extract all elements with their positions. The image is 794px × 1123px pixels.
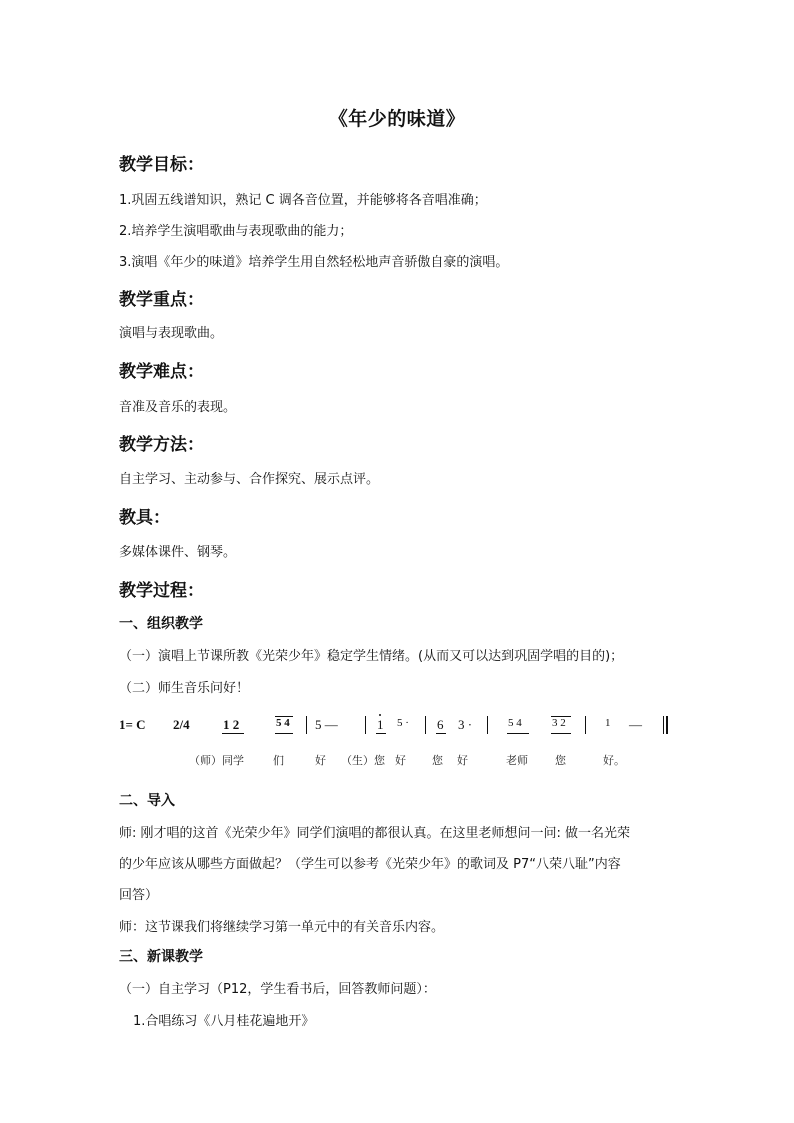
goal-2: 2.培养学生演唱歌曲与表现歌曲的能力； (119, 224, 353, 239)
lyric-7: 好 (457, 754, 468, 767)
underline-6 (507, 733, 529, 734)
notation-key: 1= C (119, 717, 146, 732)
tools-text: 多媒体课件、钢琴。 (119, 545, 237, 560)
heading-methods: 教学方法： (119, 435, 204, 455)
lyric-1: （师）同学 (189, 754, 244, 767)
document-title: 《年少的味道》 (328, 108, 466, 130)
underline-4 (376, 733, 386, 734)
final-barline-thick (666, 716, 668, 734)
note-group-4: 1 (377, 717, 384, 732)
underline-5 (436, 733, 446, 734)
section-1-item-b: （二）师生音乐问好！ (119, 681, 250, 696)
note-group-1: 1 2 (223, 717, 240, 732)
lyric-6: 您 (432, 754, 443, 767)
section-2-para-2: 师：这节课我们将继续学习第一单元中的有关音乐内容。 (119, 920, 445, 935)
lyric-2: 们 (273, 754, 284, 767)
note-group-4b: 5 · (397, 717, 409, 729)
difficulties-text: 音准及音乐的表现。 (119, 400, 237, 415)
heading-difficulties: 教学难点： (119, 362, 204, 382)
section-2-para-1-line-2: 的少年应该从哪些方面做起？（学生可以参考《光荣少年》的歌词及 P7“八荣八耻”内容 (119, 857, 621, 872)
notation-meter: 2/4 (173, 717, 190, 732)
note-group-2: 5 4 (276, 717, 290, 729)
music-notation (119, 712, 679, 772)
note-group-3: 5 — (315, 717, 338, 732)
underline-1 (222, 733, 244, 734)
section-2-heading: 二、导入 (119, 793, 175, 809)
lyric-3: 好 (315, 754, 326, 767)
slur-2 (275, 716, 293, 717)
section-1-item-a: （一）演唱上节课所教《光荣少年》稳定学生情绪。(从而又可以达到巩固学唱的目的)； (119, 649, 624, 664)
barline-2 (365, 716, 366, 734)
lyric-10: 好。 (603, 754, 625, 767)
lyric-5: 好 (395, 754, 406, 767)
goal-1: 1.巩固五线谱知识，熟记 C 调各音位置，并能够将各音唱准确； (119, 193, 487, 208)
high-dot (379, 714, 381, 716)
final-barline-thin (663, 716, 664, 734)
note-group-5: 6 (437, 717, 444, 732)
note-group-6: 5 4 (508, 717, 522, 729)
goal-3: 3.演唱《年少的味道》培养学生用自然轻松地声音骄傲自豪的演唱。 (119, 255, 509, 270)
underline-2 (275, 733, 293, 734)
barline-4 (487, 716, 488, 734)
heading-process: 教学过程： (119, 581, 204, 601)
note-group-8b: — (629, 717, 642, 732)
key-points-text: 演唱与表现歌曲。 (119, 326, 224, 341)
lyric-4: （生）您 (341, 754, 385, 767)
underline-7 (551, 733, 571, 734)
slur-7 (551, 716, 571, 717)
lyric-9: 您 (555, 754, 566, 767)
heading-key-points: 教学重点： (119, 290, 204, 310)
note-group-5b: 3 · (458, 717, 473, 732)
barline-5 (585, 716, 586, 734)
heading-goals: 教学目标： (119, 155, 204, 175)
section-3-heading: 三、新课教学 (119, 949, 203, 965)
heading-tools: 教具： (119, 508, 170, 528)
section-3-item-a-1: 1.合唱练习《八月桂花遍地开》 (133, 1014, 315, 1029)
note-group-8: 1 (605, 717, 611, 729)
section-1-heading: 一、组织教学 (119, 616, 203, 632)
section-3-item-a: （一）自主学习（P12，学生看书后，回答教师问题）： (119, 982, 436, 997)
section-2-para-1-line-3: 回答） (119, 888, 159, 903)
section-2-para-1-line-1: 师: 刚才唱的这首《光荣少年》同学们演唱的都很认真。在这里老师想问一问: 做一名光荣 (119, 826, 631, 841)
barline-1 (306, 716, 307, 734)
methods-text: 自主学习、主动参与、合作探究、展示点评。 (119, 472, 380, 487)
lyric-8: 老师 (506, 754, 528, 767)
note-group-7: 3 2 (552, 717, 566, 729)
barline-3 (425, 716, 426, 734)
